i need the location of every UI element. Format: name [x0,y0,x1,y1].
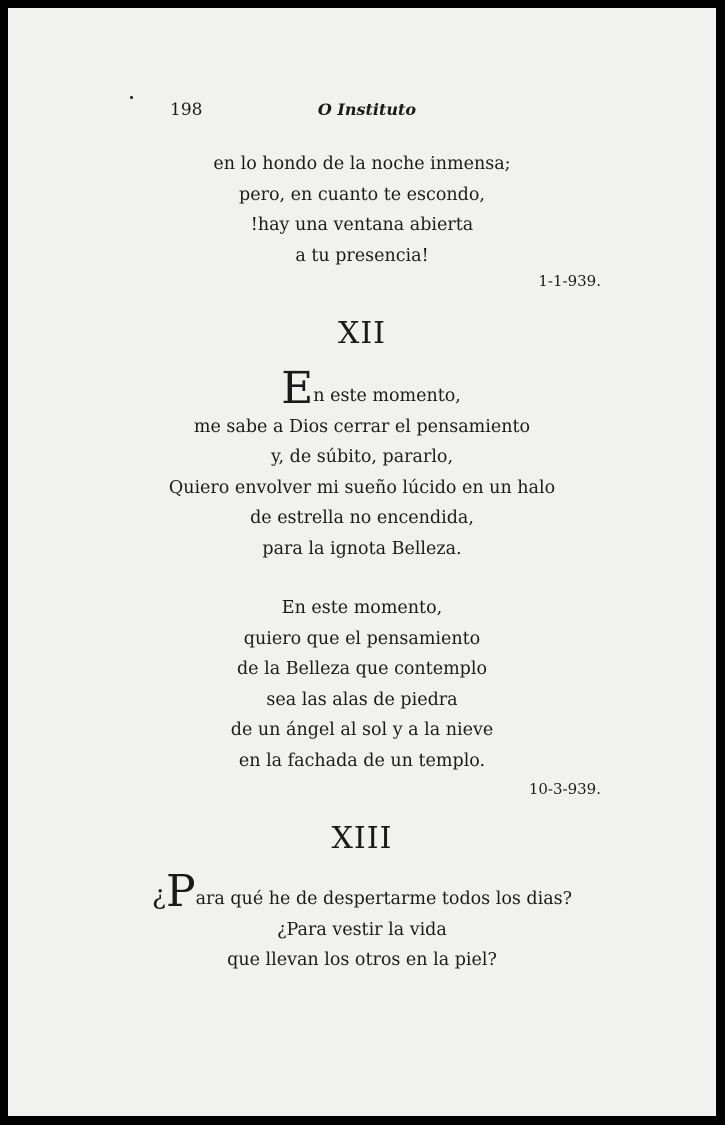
verse-line-text: n este momento, [313,386,461,406]
running-title: O Instituto [317,100,417,119]
section-numeral-xii: XII [337,316,387,351]
verse-line: de la Belleza que contemplo [236,659,488,679]
verse-line: pero, en cuanto te escondo, [239,184,485,205]
page-header [8,100,716,124]
verse-line: !hay una ventana abierta [250,215,474,235]
verse-line: de estrella no encendida, [250,508,474,528]
verse-line-first [8,363,716,414]
verse-line: ¿Para vestir la vida [277,919,447,940]
drop-cap: P [165,866,196,917]
verse-line: para la ignota Belleza. [262,538,462,559]
stanza-xiii-1 [8,866,716,976]
verse-line: que llevan los otros en la piel? [227,950,497,970]
stanza-continuation [8,149,716,271]
stanza-xii-1 [8,363,716,564]
stanza-xii-2 [8,593,716,776]
verse-line-text: ara qué he de despertarme todos los dias? [195,889,572,909]
verse-line: y, de súbito, pararlo, [270,447,454,467]
verse-line: de un ángel al sol y a la nieve [230,720,494,740]
poem-date: 1-1-939. [538,272,601,290]
verse-line: En este momento, [281,598,443,618]
verse-line: a tu presencia! [295,245,429,266]
verse-line: sea las alas de piedra [266,689,458,710]
verse-line: en lo hondo de la noche inmensa; [213,154,511,174]
page-number: 198 [170,100,203,120]
drop-cap: E [281,363,314,414]
poem-date: 10-3-939. [528,780,601,798]
verse-line-first [8,866,716,917]
book-page [8,8,716,1116]
question-mark: ¿ [152,881,166,911]
verse-line: quiero que el pensamiento [243,628,481,649]
section-numeral-xiii: XIII [331,821,393,856]
margin-speck [130,96,133,99]
verse-line: en la fachada de un templo. [238,750,486,771]
verse-line: me sabe a Dios cerrar el pensamiento [193,416,531,437]
verse-line: Quiero envolver mi sueño lúcido en un halo [168,477,556,498]
